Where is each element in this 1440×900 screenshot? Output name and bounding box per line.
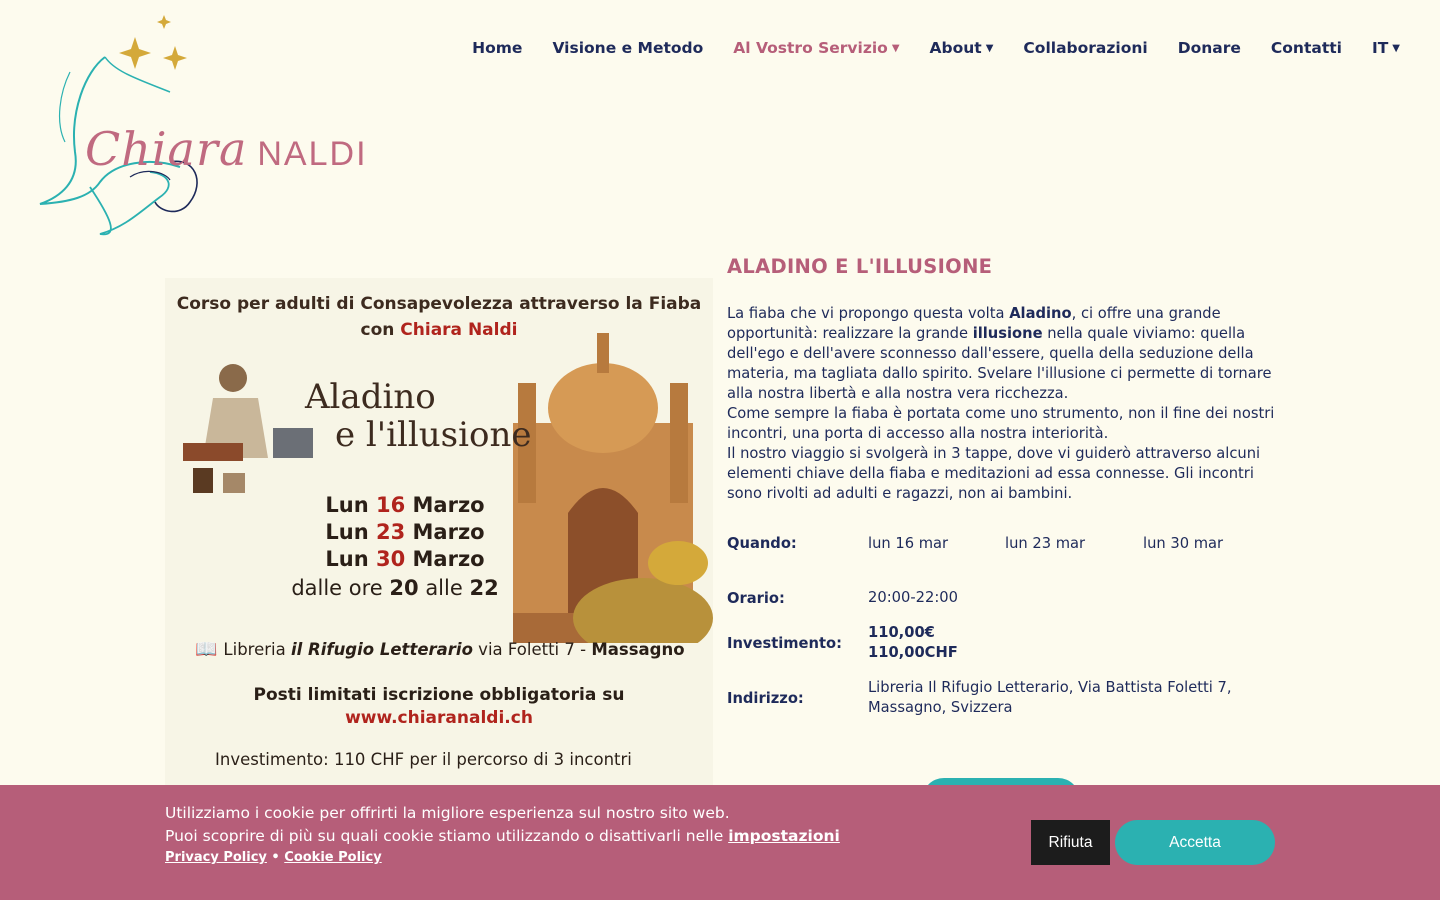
book-icon: 📖 <box>195 639 218 660</box>
poster-investimento: Investimento: 110 CHF per il percorso di 3 incontri <box>215 750 632 769</box>
poster-teacher-line <box>165 320 713 340</box>
cookie-policy-links <box>165 850 382 865</box>
event-poster <box>165 278 713 798</box>
cookie-message-line2 <box>165 825 840 848</box>
cookie-settings-link[interactable]: impostazioni <box>728 827 840 845</box>
poster-posti: Posti limitati iscrizione obbligatoria su <box>253 685 625 705</box>
logo-script-name: Chiara <box>85 122 248 176</box>
poster-date-row <box>305 492 505 519</box>
poster-time-mid: alle <box>418 576 470 600</box>
poster-url: www.chiaranaldi.ch <box>345 708 533 728</box>
desc-bold-aladino: Aladino <box>1009 305 1072 322</box>
accept-cookies-button[interactable]: Accetta <box>1115 820 1275 865</box>
poster-time <box>265 576 525 600</box>
poster-date-month: Marzo <box>412 493 485 517</box>
nav-about-label: About <box>929 39 982 57</box>
poster-venue-prefix: Libreria <box>223 640 291 659</box>
quando-label: Quando: <box>727 535 797 552</box>
date-cell: lun 30 mar <box>1143 535 1224 552</box>
cookie-message-line1: Utilizziamo i cookie per offrirti la migliore esperienza sul nostro sito web. <box>165 804 730 822</box>
site-logo[interactable] <box>30 12 368 242</box>
date-cell: lun 23 mar <box>1005 535 1086 552</box>
cookie-message-line2-text: Puoi scoprire di più su quali cookie stiamo utilizzando o disattivarli nelle <box>165 827 729 845</box>
caret-down-icon: ▼ <box>891 42 900 54</box>
caret-down-icon: ▼ <box>1392 42 1400 54</box>
cookie-links-separator: • <box>266 850 285 865</box>
nav-collaborazioni[interactable] <box>1023 39 1147 57</box>
poster-title-line1: Aladino <box>305 377 436 417</box>
poster-teacher-name: Chiara Naldi <box>400 320 518 340</box>
poster-dates <box>305 492 505 573</box>
poster-date-num: 23 <box>375 520 406 544</box>
reject-cookies-button[interactable]: Rifiuta <box>1031 820 1110 865</box>
event-title: ALADINO E L'ILLUSIONE <box>727 255 993 278</box>
poster-date-row <box>305 519 505 546</box>
poster-date-day: Lun <box>325 547 369 571</box>
nav-contatti[interactable] <box>1271 39 1342 57</box>
poster-date-row <box>305 546 505 573</box>
desc-text: La fiaba che vi propongo questa volta <box>727 305 1010 322</box>
desc-text: nella quale viviamo: quella dell'ego e dell'avere sconnesso dall'essere, quella della seduzione della materia, ma tagliata dallo spirito. Svelare l'illusione ci permette di tornare alla nostra libertà e alla nostra vera ricchezza. <box>727 325 1272 402</box>
poster-venue-text <box>223 640 684 659</box>
logo-caps-name: NALDI <box>257 135 368 173</box>
poster-time-prefix: dalle ore <box>291 576 390 600</box>
price-eur: 110,00€ <box>868 624 935 641</box>
desc-bold-illusione: illusione <box>972 325 1043 342</box>
orario-label: Orario: <box>727 590 785 607</box>
nav-home[interactable] <box>472 39 522 57</box>
nav-servizio-label: Al Vostro Servizio <box>733 39 888 57</box>
poster-title <box>305 378 531 454</box>
poster-venue-name: il Rifugio Letterario <box>290 640 473 659</box>
date-cell: lun 16 mar <box>868 535 949 552</box>
nav-collaborazioni-label: Collaborazioni <box>1023 39 1148 57</box>
palace-illustration <box>493 313 713 643</box>
cookie-message <box>165 802 840 848</box>
desc-text: , ci offre una grande opportunità: realizzare la grande <box>727 305 1221 342</box>
privacy-policy-link[interactable]: Privacy Policy <box>165 850 267 865</box>
poster-venue-city: Massagno <box>591 640 685 659</box>
nav-al-vostro-servizio[interactable] <box>733 39 899 57</box>
event-desc-p3: Il nostro viaggio si svolgerà in 3 tappe, dove vi guiderò attraverso alcuni elementi chiave della fiaba e meditazioni ad essa connesse. Gli incontri sono rivolti ad adulti e ragazzi, non ai bambini. <box>727 445 1261 502</box>
orario-value: 20:00-22:00 <box>868 589 958 606</box>
poster-venue-street: via Foletti 7 - <box>472 640 592 659</box>
cookie-consent-bar <box>0 785 1440 900</box>
nav-contatti-label: Contatti <box>1270 39 1342 57</box>
indirizzo-value: Libreria Il Rifugio Letterario, Via Battista Foletti 7, Massagno, Svizzera <box>868 679 1232 716</box>
cookie-policy-link[interactable]: Cookie Policy <box>284 850 382 865</box>
event-desc-p2: Come sempre la fiaba è portata come uno strumento, non il fine dei nostri incontri, una porta di accesso alla nostra interiorità. <box>727 405 1275 442</box>
poster-teacher-prefix: con <box>360 320 401 340</box>
poster-venue <box>195 639 685 660</box>
poster-date-day: Lun <box>325 520 369 544</box>
nav-visione-e-metodo[interactable] <box>552 39 703 57</box>
event-desc-p1 <box>727 304 1277 404</box>
poster-title-line2: e l'illusione <box>335 415 532 455</box>
poster-time-end: 22 <box>469 576 499 600</box>
poster-date-num: 30 <box>375 547 406 571</box>
nav-language-label: IT <box>1371 39 1389 57</box>
investimento-value <box>868 623 958 663</box>
poster-date-month: Marzo <box>412 547 485 571</box>
indirizzo-label: Indirizzo: <box>727 690 804 707</box>
poster-date-month: Marzo <box>412 520 485 544</box>
poster-date-num: 16 <box>375 493 406 517</box>
price-chf: 110,00CHF <box>868 644 958 661</box>
logo-wordmark <box>85 122 368 176</box>
nav-about[interactable] <box>930 39 994 57</box>
nav-visione-label: Visione e Metodo <box>552 39 704 57</box>
nav-donare[interactable] <box>1178 39 1241 57</box>
nav-donare-label: Donare <box>1177 39 1241 57</box>
nav-home-label: Home <box>472 39 523 57</box>
poster-time-start: 20 <box>389 576 419 600</box>
shoemaker-illustration <box>173 348 323 498</box>
poster-course-line: Corso per adulti di Consapevolezza attraverso la Fiaba <box>176 294 702 314</box>
investimento-label: Investimento: <box>727 635 842 652</box>
main-navigation <box>472 39 1400 57</box>
event-description <box>727 304 1277 504</box>
caret-down-icon: ▼ <box>985 42 994 54</box>
nav-language-selector[interactable] <box>1372 39 1400 57</box>
poster-date-day: Lun <box>325 493 369 517</box>
